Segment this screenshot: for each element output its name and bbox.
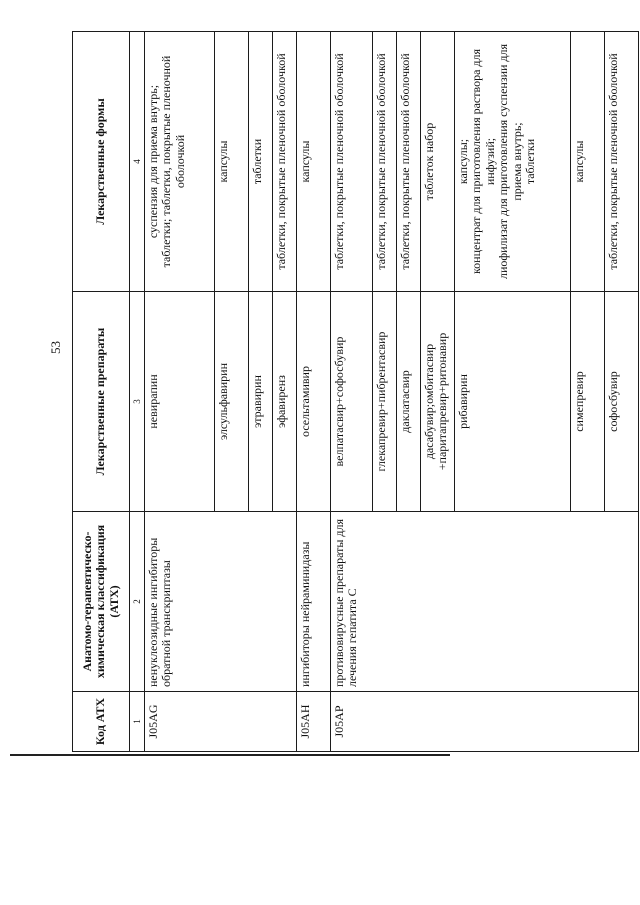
forms-cell: таблетки, покрытые пленочной оболочкой <box>605 32 639 292</box>
atx-code-cell: J05AH <box>297 692 331 752</box>
forms-cell: таблетки, покрытые пленочной оболочкой <box>373 32 397 292</box>
header-classification: Анатомо-терапевтическо-химическая классификация (АТХ) <box>73 512 130 692</box>
table-row <box>145 32 215 752</box>
column-number: 1 <box>130 692 145 752</box>
form-line: капсулы; <box>456 138 470 185</box>
forms-cell: таблетки, покрытые пленочной оболочкой <box>397 32 421 292</box>
form-line: суспензия для приема внутрь; <box>146 84 160 239</box>
form-line: таблетки; таблетки, покрытые пленочной оболочкой <box>159 55 187 268</box>
form-line: таблетки <box>523 138 538 185</box>
table-row <box>331 32 373 752</box>
preparation-cell: эфавиренз <box>273 292 297 512</box>
preparation-cell: осельтамивир <box>297 292 331 512</box>
page-number: 53 <box>48 341 63 354</box>
header-code: Код АТХ <box>73 692 130 752</box>
header-forms: Лекарственные формы <box>73 32 130 292</box>
column-number: 3 <box>130 292 145 512</box>
forms-cell: капсулы <box>571 32 605 292</box>
column-number: 2 <box>130 512 145 692</box>
forms-cell: капсулы <box>215 32 249 292</box>
preparation-cell: симепревир <box>571 292 605 512</box>
preparation-cell: даклатасвир <box>397 292 421 512</box>
preparation-cell: глекапревир+пибрентасвир <box>373 292 397 512</box>
form-line: концентрат для приготовления раствора для инфузий; <box>469 48 497 275</box>
forms-cell: таблетки, покрытые пленочной оболочкой <box>273 32 297 292</box>
classification-cell: ингибиторы нейраминидазы <box>297 512 331 692</box>
table-row <box>297 32 331 752</box>
preparation-cell: невирапин <box>145 292 215 512</box>
horizontal-rule <box>10 754 450 756</box>
classification-cell: ненуклеозидные ингибиторы обратной транскриптазы <box>145 512 297 692</box>
header-row <box>73 32 130 752</box>
preparation-cell: этравирин <box>249 292 273 512</box>
preparation-cell: элсульфавирин <box>215 292 249 512</box>
column-number-row <box>130 32 145 752</box>
rotated-table-container <box>72 32 620 752</box>
atx-table <box>72 31 639 752</box>
atx-code-cell: J05AG <box>145 692 297 752</box>
form-line: лиофилизат для приготовления суспензии для приема внутрь; <box>496 43 524 280</box>
forms-cell: таблетки <box>249 32 273 292</box>
preparation-cell: софосбувир <box>605 292 639 512</box>
forms-cell: таблеток набор <box>421 32 455 292</box>
preparation-cell: велпатасвир+софосбувир <box>331 292 373 512</box>
header-preparations: Лекарственные препараты <box>73 292 130 512</box>
forms-cell: таблетки, покрытые пленочной оболочкой <box>331 32 373 292</box>
atx-code-cell: J05AP <box>331 692 639 752</box>
classification-cell: противовирусные препараты для лечения гепатита С <box>331 512 639 692</box>
preparation-cell: рибавирин <box>455 292 571 512</box>
forms-cell <box>455 32 571 292</box>
forms-cell <box>145 32 215 292</box>
preparation-cell: дасабувир;омбитасвир +паритапревир+ритонавир <box>421 292 455 512</box>
forms-cell: капсулы <box>297 32 331 292</box>
column-number: 4 <box>130 32 145 292</box>
